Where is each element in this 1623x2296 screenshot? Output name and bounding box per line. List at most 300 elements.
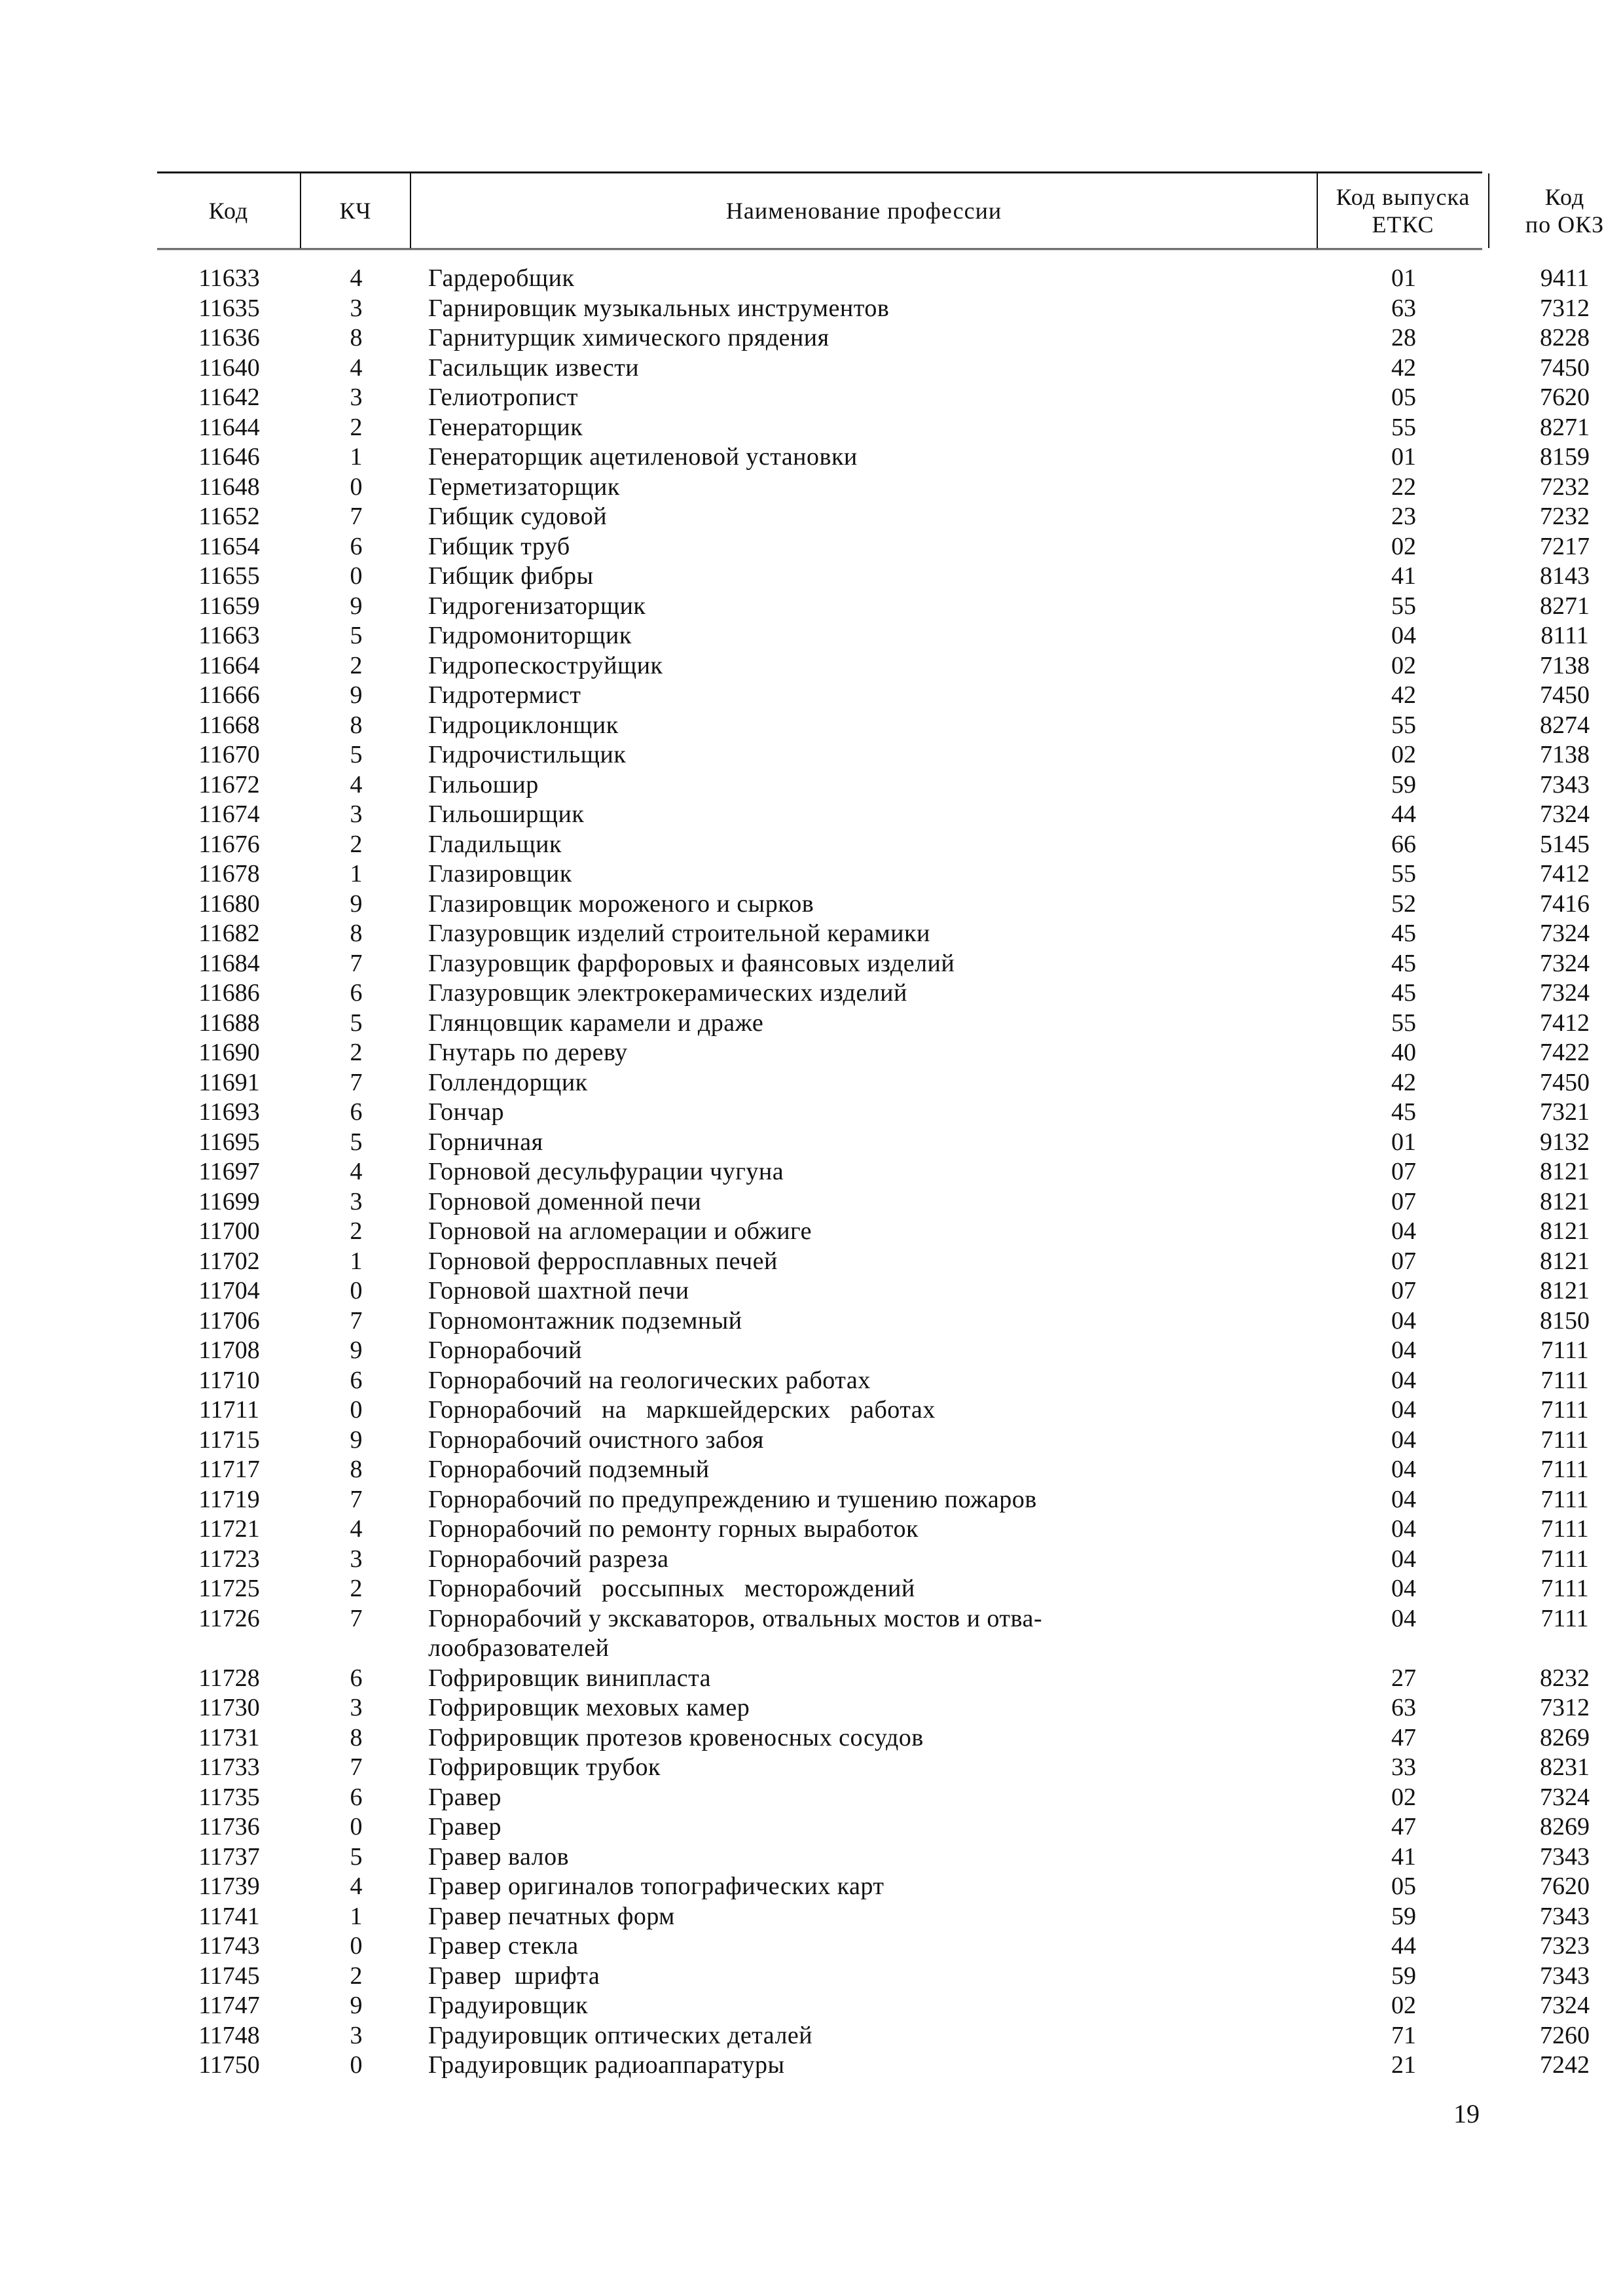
cell-etks-code: 42 [1391,681,1416,709]
cell-code: 11646 [198,443,260,471]
cell-okz-code: 8269 [1540,1813,1590,1840]
table-row [157,2051,1590,2081]
profession-name-line: Гибщик судовой [428,503,608,530]
cell-etks-code: 41 [1391,562,1416,590]
cell-okz-code: 7111 [1541,1515,1589,1543]
cell-code: 11654 [198,532,260,560]
cell-kch: 8 [350,920,363,947]
cell-etks-code: 27 [1391,1664,1416,1692]
table-row [157,1247,1590,1277]
cell-okz-code: 7324 [1540,1783,1590,1811]
cell-code: 11648 [198,473,260,501]
cell-kch: 0 [350,473,363,501]
cell-kch: 6 [350,979,363,1007]
cell-kch: 4 [350,1873,363,1900]
cell-etks-code: 02 [1391,741,1416,768]
cell-profession-name [428,621,1292,651]
cell-kch: 0 [350,2051,363,2079]
cell-etks-code: 04 [1391,1485,1416,1513]
profession-name-line: Генераторщик ацетиленовой установки [428,443,858,471]
cell-profession-name [428,1604,1292,1664]
profession-name-line: Горновой доменной печи [428,1187,702,1215]
table-row [157,1187,1590,1217]
cell-code: 11644 [198,413,260,441]
cell-kch: 6 [350,532,363,560]
cell-code: 11635 [198,294,260,322]
cell-etks-code: 04 [1391,1396,1416,1424]
cell-profession-name [428,1783,1292,1813]
cell-kch: 0 [350,1277,363,1304]
cell-okz-code: 7111 [1541,1426,1589,1454]
table-row [157,1812,1590,1842]
page-number: 19 [1453,2099,1480,2128]
cell-code: 11719 [198,1485,260,1513]
table-row [157,711,1590,741]
table-row [157,1485,1589,1515]
cell-etks-code: 63 [1391,294,1416,322]
cell-etks-code: 59 [1391,1962,1416,1990]
cell-okz-code: 8121 [1540,1158,1590,1185]
table-row [157,383,1590,413]
cell-profession-name [428,1306,1292,1336]
cell-profession-name [428,1485,1292,1515]
cell-kch: 4 [350,770,363,798]
cell-code: 11725 [198,1575,260,1602]
profession-name-line: Градуировщик радиоаппаратуры [428,2051,785,2079]
cell-profession-name [428,1009,1292,1039]
cell-code: 11636 [198,324,260,351]
cell-okz-code: 8231 [1540,1753,1590,1781]
cell-profession-name [428,711,1292,741]
table-row [157,473,1590,503]
cell-etks-code: 71 [1391,2021,1416,2049]
cell-kch: 3 [350,294,363,322]
cell-code: 11728 [198,1664,260,1692]
profession-name-line: Гофрировщик протезов кровеносных сосудов [428,1723,924,1751]
cell-code: 11702 [198,1247,260,1275]
cell-profession-name [428,1515,1292,1545]
table-row [157,294,1590,324]
cell-profession-name [428,1217,1292,1247]
profession-name-line: Градуировщик оптических деталей [428,2021,813,2049]
cell-kch: 8 [350,1723,363,1751]
cell-profession-name [428,502,1292,532]
cell-profession-name [428,1931,1292,1962]
cell-code: 11711 [198,1396,260,1424]
profession-name-line: Гидромониторщик [428,622,632,649]
table-row [157,592,1590,622]
cell-etks-code: 52 [1391,889,1416,918]
cell-kch: 1 [350,1247,363,1275]
profession-name-line: Градуировщик [428,1992,589,2019]
cell-okz-code: 8228 [1540,324,1590,351]
cell-code: 11693 [198,1098,260,1126]
cell-kch: 3 [350,1694,363,1721]
profession-name-line: Герметизаторщик [428,473,620,501]
cell-kch: 2 [350,1962,363,1990]
cell-kch: 9 [350,889,363,918]
cell-okz-code: 7416 [1540,889,1590,918]
profession-name-line: Гидроциклонщик [428,711,619,739]
cell-etks-code: 02 [1391,532,1416,560]
table-row [157,1574,1589,1604]
cell-code: 11733 [198,1753,260,1781]
table-row [157,1693,1590,1723]
cell-etks-code: 07 [1391,1158,1416,1185]
cell-profession-name [428,1038,1292,1068]
table-row [157,830,1590,860]
profession-name-line: Гравер валов [428,1842,570,1871]
cell-code: 11652 [198,503,260,530]
cell-etks-code: 42 [1391,353,1416,382]
profession-name-line: Гравер оригиналов топографических карт [428,1873,884,1900]
cell-okz-code: 7324 [1540,979,1590,1007]
cell-kch: 9 [350,1992,363,2019]
cell-code: 11735 [198,1783,260,1811]
cell-etks-code: 45 [1391,979,1416,1007]
cell-code: 11747 [198,1992,260,2019]
cell-etks-code: 59 [1391,770,1416,798]
table-row [157,532,1590,562]
cell-kch: 1 [350,1902,363,1930]
profession-name-line: Гардеробщик [428,264,575,292]
cell-kch: 6 [350,1664,363,1692]
cell-etks-code: 63 [1391,1694,1416,1721]
profession-name-line: Горнорабочий разреза [428,1545,669,1573]
cell-kch: 2 [350,651,363,679]
cell-kch: 4 [350,353,363,382]
table-row [157,1128,1590,1158]
profession-name-line: Гидрочистильщик [428,741,627,768]
table-row [157,1306,1590,1336]
cell-etks-code: 04 [1391,1336,1416,1364]
cell-profession-name [428,1693,1292,1723]
cell-code: 11695 [198,1128,260,1156]
profession-name-line: Генераторщик [428,413,583,441]
cell-etks-code: 42 [1391,1068,1416,1096]
cell-etks-code: 23 [1391,503,1416,530]
cell-okz-code: 7312 [1540,1694,1590,1721]
cell-code: 11730 [198,1694,260,1721]
cell-code: 11726 [198,1604,260,1632]
cell-okz-code: 7260 [1540,2021,1590,2049]
table-row [157,651,1590,681]
profession-name-line: Гончар [428,1098,504,1126]
cell-profession-name [428,859,1292,889]
cell-kch: 5 [350,1009,363,1037]
profession-name-line: Гофрировщик меховых камер [428,1694,750,1721]
cell-profession-name [428,532,1292,562]
cell-profession-name [428,1872,1292,1902]
cell-okz-code: 8274 [1540,711,1590,739]
cell-code: 11686 [198,979,260,1007]
cell-okz-code: 7111 [1541,1456,1589,1483]
cell-kch: 3 [350,1187,363,1215]
cell-okz-code: 7620 [1540,384,1590,411]
cell-etks-code: 66 [1391,830,1416,858]
profession-name-line: Горнорабочий на геологических работах [428,1366,871,1394]
cell-code: 11736 [198,1813,260,1840]
cell-okz-code: 7111 [1541,1396,1589,1424]
profession-name-line: Горновой десульфурации чугуна [428,1158,784,1185]
cell-okz-code: 7450 [1540,681,1590,709]
cell-kch: 5 [350,741,363,768]
profession-name-line: Горномонтажник подземный [428,1306,742,1335]
cell-kch: 3 [350,384,363,411]
header-etks [1318,173,1489,248]
profession-name-line: Гравер печатных форм [428,1902,675,1930]
cell-kch: 0 [350,562,363,590]
cell-profession-name [428,2021,1292,2051]
cell-okz-code: 7138 [1540,651,1590,679]
header-okz [1489,173,1623,248]
table-row [157,1098,1590,1128]
cell-okz-code: 7343 [1540,1902,1590,1930]
cell-profession-name [428,1842,1292,1873]
cell-kch: 8 [350,1456,363,1483]
profession-name-line: Гасильщик извести [428,353,640,382]
cell-kch: 4 [350,1158,363,1185]
cell-okz-code: 8271 [1540,413,1590,441]
cell-profession-name [428,770,1292,800]
cell-okz-code: 7343 [1540,1962,1590,1990]
cell-profession-name [428,1455,1292,1485]
cell-etks-code: 02 [1391,651,1416,679]
cell-kch: 3 [350,2021,363,2049]
table-row [157,1545,1589,1575]
header-name-label: Наименование профессии [725,198,1002,224]
cell-profession-name [428,1902,1292,1932]
cell-okz-code: 7343 [1540,1842,1590,1871]
table-row [157,770,1590,800]
header-kch [301,173,411,248]
cell-profession-name [428,1068,1292,1098]
profession-name-line: Гидропескоструйщик [428,651,663,679]
table-header [157,171,1605,250]
cell-code: 11737 [198,1842,260,1871]
cell-okz-code: 7324 [1540,800,1590,828]
cell-etks-code: 33 [1391,1753,1416,1781]
cell-code: 11674 [198,800,260,828]
cell-okz-code: 7412 [1540,1009,1590,1037]
cell-profession-name [428,353,1292,384]
header-kch-label: КЧ [339,198,372,224]
table-row [157,1038,1590,1068]
profession-name-line: Гравер [428,1813,502,1840]
cell-profession-name [428,681,1292,711]
cell-code: 11668 [198,711,260,739]
cell-okz-code: 7217 [1540,532,1590,560]
cell-code: 11691 [198,1068,260,1096]
cell-code: 11715 [198,1426,260,1454]
cell-etks-code: 02 [1391,1783,1416,1811]
cell-etks-code: 04 [1391,1515,1416,1543]
profession-name-line: Глазуровщик электрокерамических изделий [428,979,907,1007]
cell-okz-code: 9132 [1540,1128,1590,1156]
table-row [157,2021,1590,2051]
cell-code: 11678 [198,860,260,888]
table-row [157,1068,1590,1098]
cell-kch: 9 [350,681,363,709]
table-row [157,1723,1590,1753]
cell-profession-name [428,442,1292,473]
cell-code: 11731 [198,1723,260,1751]
cell-etks-code: 45 [1391,1098,1416,1126]
cell-okz-code: 7111 [1541,1336,1589,1364]
table-row [157,353,1590,384]
profession-name-line: Глазировщик мороженого и сырков [428,889,814,918]
profession-name-line: Гравер [428,1783,502,1811]
cell-kch: 2 [350,1575,363,1602]
cell-okz-code: 8111 [1541,622,1589,649]
cell-kch: 5 [350,1842,363,1871]
cell-etks-code: 28 [1391,324,1416,351]
cell-code: 11739 [198,1873,260,1900]
profession-name-line: Гильоширщик [428,800,585,828]
cell-kch: 7 [350,1753,363,1781]
table-row [157,740,1590,770]
cell-etks-code: 55 [1391,860,1416,888]
cell-etks-code: 45 [1391,949,1416,977]
profession-name-line: Горнорабочий россыпных месторождений [428,1575,915,1602]
cell-profession-name [428,740,1292,770]
cell-code: 11750 [198,2051,260,2079]
cell-profession-name [428,264,1292,294]
table-row [157,1009,1590,1039]
profession-name-line: Голлендорщик [428,1068,588,1096]
table-row [157,323,1590,353]
table-row [157,502,1590,532]
cell-kch: 4 [350,1515,363,1543]
profession-name-line: Горнорабочий на маркшейдерских работах [428,1396,936,1424]
cell-profession-name [428,1187,1292,1217]
profession-name-continuation: лообразователей [428,1634,610,1662]
cell-etks-code: 22 [1391,473,1416,501]
cell-okz-code: 7412 [1540,860,1590,888]
cell-kch: 2 [350,1217,363,1245]
cell-code: 11697 [198,1158,260,1185]
cell-etks-code: 44 [1391,800,1416,828]
cell-okz-code: 7323 [1540,1932,1590,1960]
cell-kch: 9 [350,592,363,620]
cell-etks-code: 04 [1391,1366,1416,1394]
cell-etks-code: 07 [1391,1247,1416,1275]
cell-kch: 7 [350,1068,363,1096]
profession-name-line: Гофрировщик трубок [428,1753,661,1781]
profession-name-line: Горновой на агломерации и обжиге [428,1217,812,1245]
cell-profession-name [428,919,1292,949]
cell-kch: 7 [350,1485,363,1513]
cell-profession-name [428,1128,1292,1158]
cell-okz-code: 9411 [1540,264,1590,292]
cell-profession-name [428,1247,1292,1277]
cell-okz-code: 8150 [1540,1306,1590,1335]
cell-okz-code: 8121 [1540,1187,1590,1215]
table-row [157,1157,1590,1187]
cell-etks-code: 45 [1391,920,1416,947]
cell-okz-code: 7324 [1540,1992,1590,2019]
cell-etks-code: 05 [1391,1873,1416,1900]
cell-profession-name [428,1157,1292,1187]
cell-kch: 8 [350,324,363,351]
cell-okz-code: 8269 [1540,1723,1590,1751]
profession-name-line: Гравер стекла [428,1932,579,1960]
cell-code: 11748 [198,2021,260,2049]
cell-etks-code: 04 [1391,1575,1416,1602]
cell-kch: 1 [350,860,363,888]
cell-code: 11640 [198,353,260,382]
table-row [157,1991,1590,2021]
cell-profession-name [428,1664,1292,1694]
table-row [157,1515,1589,1545]
cell-kch: 7 [350,949,363,977]
cell-kch: 8 [350,711,363,739]
cell-etks-code: 47 [1391,1813,1416,1840]
cell-code: 11690 [198,1039,260,1066]
profession-name-line: Гелиотропист [428,384,578,411]
cell-okz-code: 7232 [1540,503,1590,530]
cell-code: 11706 [198,1306,260,1335]
cell-code: 11745 [198,1962,260,1990]
cell-okz-code: 7111 [1541,1604,1589,1632]
cell-profession-name [428,1545,1292,1575]
cell-etks-code: 02 [1391,1992,1416,2019]
cell-profession-name [428,383,1292,413]
cell-kch: 0 [350,1396,363,1424]
cell-kch: 1 [350,443,363,471]
cell-profession-name [428,1812,1292,1842]
cell-okz-code: 7324 [1540,920,1590,947]
table-row [157,1276,1590,1306]
cell-okz-code: 7620 [1540,1873,1590,1900]
profession-name-line: Горновой шахтной печи [428,1277,689,1304]
table-row [157,681,1590,711]
cell-etks-code: 05 [1391,384,1416,411]
cell-kch: 2 [350,413,363,441]
profession-name-line: Гибщик труб [428,532,570,560]
cell-kch: 9 [350,1336,363,1364]
cell-profession-name [428,2051,1292,2081]
cell-okz-code: 8159 [1540,443,1590,471]
cell-etks-code: 55 [1391,711,1416,739]
cell-code: 11633 [198,264,260,292]
cell-kch: 4 [350,264,363,292]
profession-name-line: Гнутарь по дереву [428,1039,628,1066]
cell-code: 11670 [198,741,260,768]
cell-okz-code: 7232 [1540,473,1590,501]
table-row [157,800,1590,830]
cell-code: 11642 [198,384,260,411]
cell-etks-code: 07 [1391,1187,1416,1215]
cell-kch: 5 [350,622,363,649]
table-row [157,1753,1590,1783]
table-row [157,1872,1590,1902]
table-row [157,562,1590,592]
cell-code: 11710 [198,1366,260,1394]
cell-profession-name [428,1962,1292,1992]
cell-okz-code: 7343 [1540,770,1590,798]
cell-code: 11699 [198,1187,260,1215]
cell-profession-name [428,1991,1292,2021]
cell-profession-name [428,1276,1292,1306]
cell-profession-name [428,889,1292,920]
cell-okz-code: 8121 [1540,1247,1590,1275]
profession-name-line: Горнорабочий подземный [428,1456,710,1483]
cell-code: 11688 [198,1009,260,1037]
cell-okz-code: 8271 [1540,592,1590,620]
cell-kch: 6 [350,1366,363,1394]
cell-code: 11676 [198,830,260,858]
